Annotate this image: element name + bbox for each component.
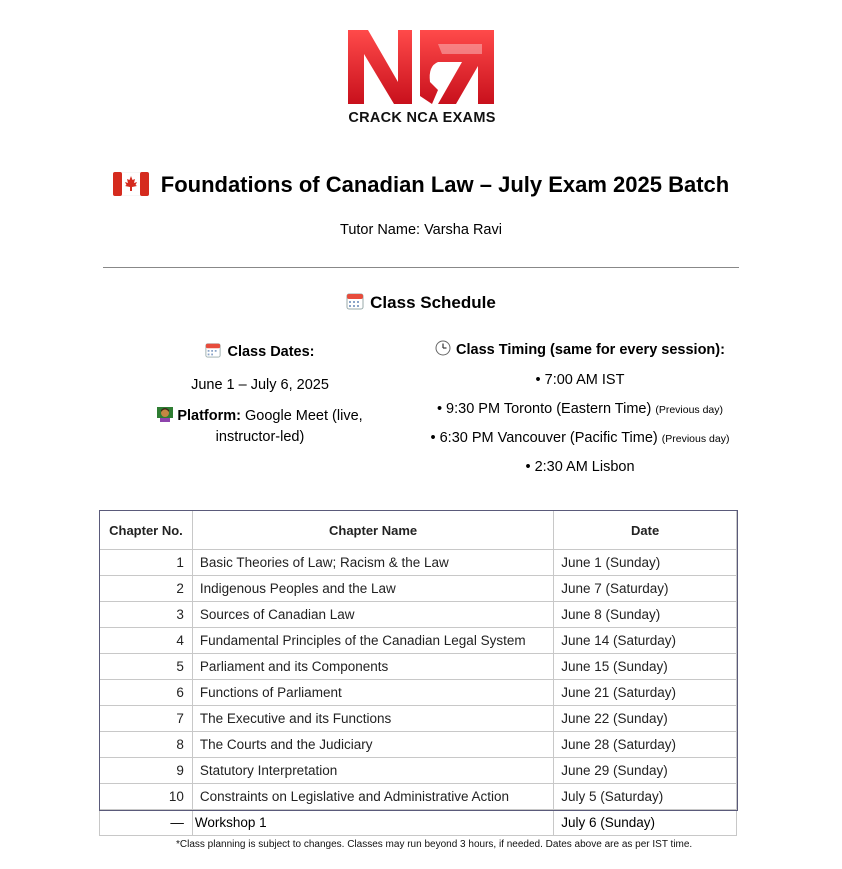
chapter-no-cell: 6 (100, 680, 193, 706)
table-header-row (100, 511, 737, 550)
table-row (100, 706, 737, 732)
teacher-icon (157, 406, 173, 428)
column-header-date: Date (554, 511, 737, 550)
timing-vancouver-note: (Previous day) (661, 433, 730, 445)
date-cell: June 22 (Sunday) (554, 706, 737, 732)
timing-lisbon-text: • 2:30 AM Lisbon (525, 459, 635, 475)
timing-toronto-text: • 9:30 PM Toronto (Eastern Time) (436, 401, 656, 417)
chapter-name-cell: Statutory Interpretation (192, 758, 553, 784)
chapter-no-cell: 5 (100, 654, 193, 680)
timing-ist-text: • 7:00 AM IST (535, 372, 625, 388)
timing-toronto-note: (Previous day) (655, 404, 724, 416)
chapter-no-cell: 8 (100, 732, 193, 758)
chapter-no-cell: 7 (100, 706, 193, 732)
workshop-no-cell: — (100, 810, 193, 836)
date-cell: June 15 (Sunday) (554, 654, 737, 680)
chapter-no-cell: 4 (100, 628, 193, 654)
class-dates-block (140, 342, 380, 447)
date-cell: July 5 (Saturday) (554, 784, 737, 810)
platform-info (140, 406, 380, 447)
footnote: *Class planning is subject to changes. Classes may run beyond 3 hours, if needed. Dates above are as per IST time. (176, 839, 693, 850)
table-row (100, 602, 737, 628)
logo-brand-text: CRACK NCA EXAMS (348, 110, 496, 126)
chapter-name-cell: Functions of Parliament (192, 680, 553, 706)
class-dates-label-text: Class Dates: (227, 344, 315, 360)
nca-logo-graphic (342, 26, 502, 110)
table-row (100, 576, 737, 602)
date-cell: June 29 (Sunday) (554, 758, 737, 784)
chapter-no-cell: 9 (100, 758, 193, 784)
chapter-name-cell: Basic Theories of Law; Racism & the Law (192, 550, 553, 576)
class-dates-value: June 1 – July 6, 2025 (191, 377, 329, 393)
date-cell: June 28 (Saturday) (554, 732, 737, 758)
clock-icon (435, 340, 451, 360)
table-row (100, 732, 737, 758)
platform-label: Platform: (177, 408, 241, 424)
table-row (100, 654, 737, 680)
calendar-icon (346, 292, 364, 315)
class-schedule-heading (0, 292, 842, 315)
chapter-no-cell: 1 (100, 550, 193, 576)
table-row (100, 680, 737, 706)
calendar-small-icon (205, 342, 221, 362)
column-header-chapter-no: Chapter No. (100, 511, 193, 550)
chapter-no-cell: 3 (100, 602, 193, 628)
chapter-name-cell: The Courts and the Judiciary (192, 732, 553, 758)
chapter-name-cell: Indigenous Peoples and the Law (192, 576, 553, 602)
timing-toronto (400, 401, 760, 417)
column-header-chapter-name: Chapter Name (192, 511, 553, 550)
schedule-table (99, 510, 737, 836)
chapter-name-cell: Parliament and its Components (192, 654, 553, 680)
chapter-name-cell: Sources of Canadian Law (192, 602, 553, 628)
timing-lisbon (400, 459, 760, 475)
class-schedule-heading-text: Class Schedule (370, 293, 496, 312)
date-cell: June 8 (Sunday) (554, 602, 737, 628)
chapter-name-cell: The Executive and its Functions (192, 706, 553, 732)
platform-value: Google Meet (live, instructor-led) (215, 408, 363, 445)
workshop-row (100, 810, 737, 836)
workshop-name-cell: Workshop 1 (192, 810, 553, 836)
table-row (100, 758, 737, 784)
page-title-text: Foundations of Canadian Law – July Exam 2025 Batch (160, 172, 730, 197)
chapter-name-cell: Fundamental Principles of the Canadian Legal System (192, 628, 553, 654)
chapter-no-cell: 2 (100, 576, 193, 602)
date-cell: June 7 (Saturday) (554, 576, 737, 602)
canada-flag-icon (113, 172, 149, 202)
class-timing-label (400, 340, 760, 362)
chapter-name-cell: Constraints on Legislative and Administrative Action (192, 784, 553, 810)
table-row (100, 550, 737, 576)
divider (103, 267, 739, 268)
timing-vancouver (400, 430, 760, 446)
class-dates-label (140, 342, 380, 364)
class-timing-block (400, 340, 760, 475)
table-row (100, 628, 737, 654)
page-title (0, 172, 842, 202)
date-cell: June 21 (Saturday) (554, 680, 737, 706)
chapter-no-cell: 10 (100, 784, 193, 810)
table-row (100, 784, 737, 810)
tutor-name: Tutor Name: Varsha Ravi (340, 222, 502, 238)
date-cell: June 14 (Saturday) (554, 628, 737, 654)
crack-nca-logo (342, 26, 502, 130)
class-timing-label-text: Class Timing (same for every session): (456, 342, 725, 358)
timing-ist (400, 372, 760, 388)
timing-vancouver-text: • 6:30 PM Vancouver (Pacific Time) (430, 430, 662, 446)
date-cell: June 1 (Sunday) (554, 550, 737, 576)
workshop-date-cell: July 6 (Sunday) (554, 810, 737, 836)
